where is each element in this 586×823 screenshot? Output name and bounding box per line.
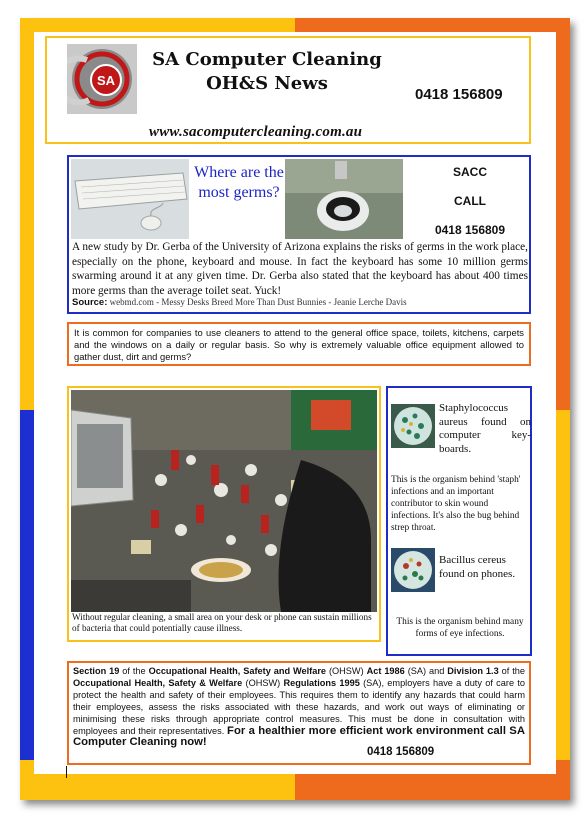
- logo-text: SA: [96, 73, 116, 88]
- bacillus-title: Bacillus cereus found on phones.: [439, 554, 516, 580]
- staph-title: Staphylococcus aureus found on computer key-boards.: [439, 402, 531, 455]
- source-label: Source:: [72, 297, 108, 308]
- newsletter-title: [147, 48, 387, 96]
- website-link[interactable]: www.sacomputercleaning.com.au: [149, 124, 363, 140]
- germs-heading: Where are the most germs?: [194, 164, 284, 201]
- sacc-callout: [415, 165, 525, 252]
- legal-text: (OHSW): [326, 666, 367, 676]
- call-label: CALL: [454, 194, 486, 208]
- legislation-box: [67, 661, 531, 765]
- title-line-1: SA Computer Cleaning: [152, 49, 382, 70]
- cleaners-callout: It is common for companies to use cleaners to attend to the general office space, toilets, kitchens, carpets and the windows on a daily or regular basis. So why is extremely valuable office equipment allowed to gather dust, dirt and germs?: [67, 322, 531, 366]
- source-text: webmd.com - Messy Desks Breed More Than Dust Bunnies - Jeanie Lerche Davis: [109, 297, 407, 307]
- article-source: [72, 297, 407, 308]
- call-to-action: For a healthier more efficient work environment call SA Computer Cleaning now!: [73, 724, 525, 749]
- title-line-2: OH&S News: [206, 73, 328, 94]
- messy-desk-caption: Without regular cleaning, a small area on your desk or phone can sustain millions of bacteria that could potentially cause illness.: [72, 612, 372, 633]
- messy-desk-photo: [71, 390, 377, 612]
- staph-description: This is the organism behind 'staph' infections and an important contributor to skin wound infections. It's also the bug behind strep throat.: [391, 475, 521, 533]
- toilet-photo: [285, 159, 403, 239]
- legal-text: of the: [498, 666, 525, 676]
- legal-act-year: Act 1986: [366, 666, 405, 676]
- germs-article: [67, 155, 531, 314]
- header-phone: 0418 156809: [415, 86, 503, 103]
- legal-text: (SA), employers have a duty of care to protect the health and safety of their employees. This requires them to identify any hazards that could harm their employees, assess the risks associated with these hazards, and work out ways of eliminating or minimising these risks through appropriate control measures. This must be done in consultation with employees and their representatives.: [73, 677, 526, 736]
- legal-section: Section 19: [73, 666, 120, 676]
- legal-regulations-year: Regulations 1995: [283, 677, 360, 688]
- staphylococcus-icon: [391, 404, 435, 448]
- germs-article-text: A new study by Dr. Gerba of the University of Arizona explains the risks of germs in the work place, especially on the phone, keyboard and mouse. In fact the keyboard has some 10 million germs swarming around it at any given time. Dr. Gerba also stated that the keyboard has about 400 times more germs than the average toilet seat. Yuck!: [72, 241, 528, 297]
- legal-text: (OHSW): [242, 677, 284, 688]
- keyboard-photo: [71, 159, 189, 239]
- text-cursor: [66, 766, 67, 778]
- sa-logo-icon: [67, 44, 137, 114]
- sacc-label: SACC: [452, 165, 487, 179]
- footer-phone: 0418 156809: [367, 746, 435, 758]
- legal-division: Division 1.3: [447, 666, 499, 676]
- sacc-phone: 0418 156809: [434, 223, 506, 237]
- legal-text: (SA) and: [404, 666, 448, 676]
- legal-act-name: Occupational Health, Safety and Welfare: [148, 666, 327, 676]
- masthead: [45, 36, 531, 144]
- germ-facts-box: [386, 386, 532, 656]
- bacillus-icon: [391, 548, 435, 592]
- bacillus-description: This is the organism behind many forms of eye infections.: [396, 617, 524, 639]
- messy-desk-box: [67, 386, 381, 642]
- legal-text: of the: [119, 666, 149, 676]
- legal-regulations-name: Occupational Health, Safety & Welfare: [73, 677, 243, 688]
